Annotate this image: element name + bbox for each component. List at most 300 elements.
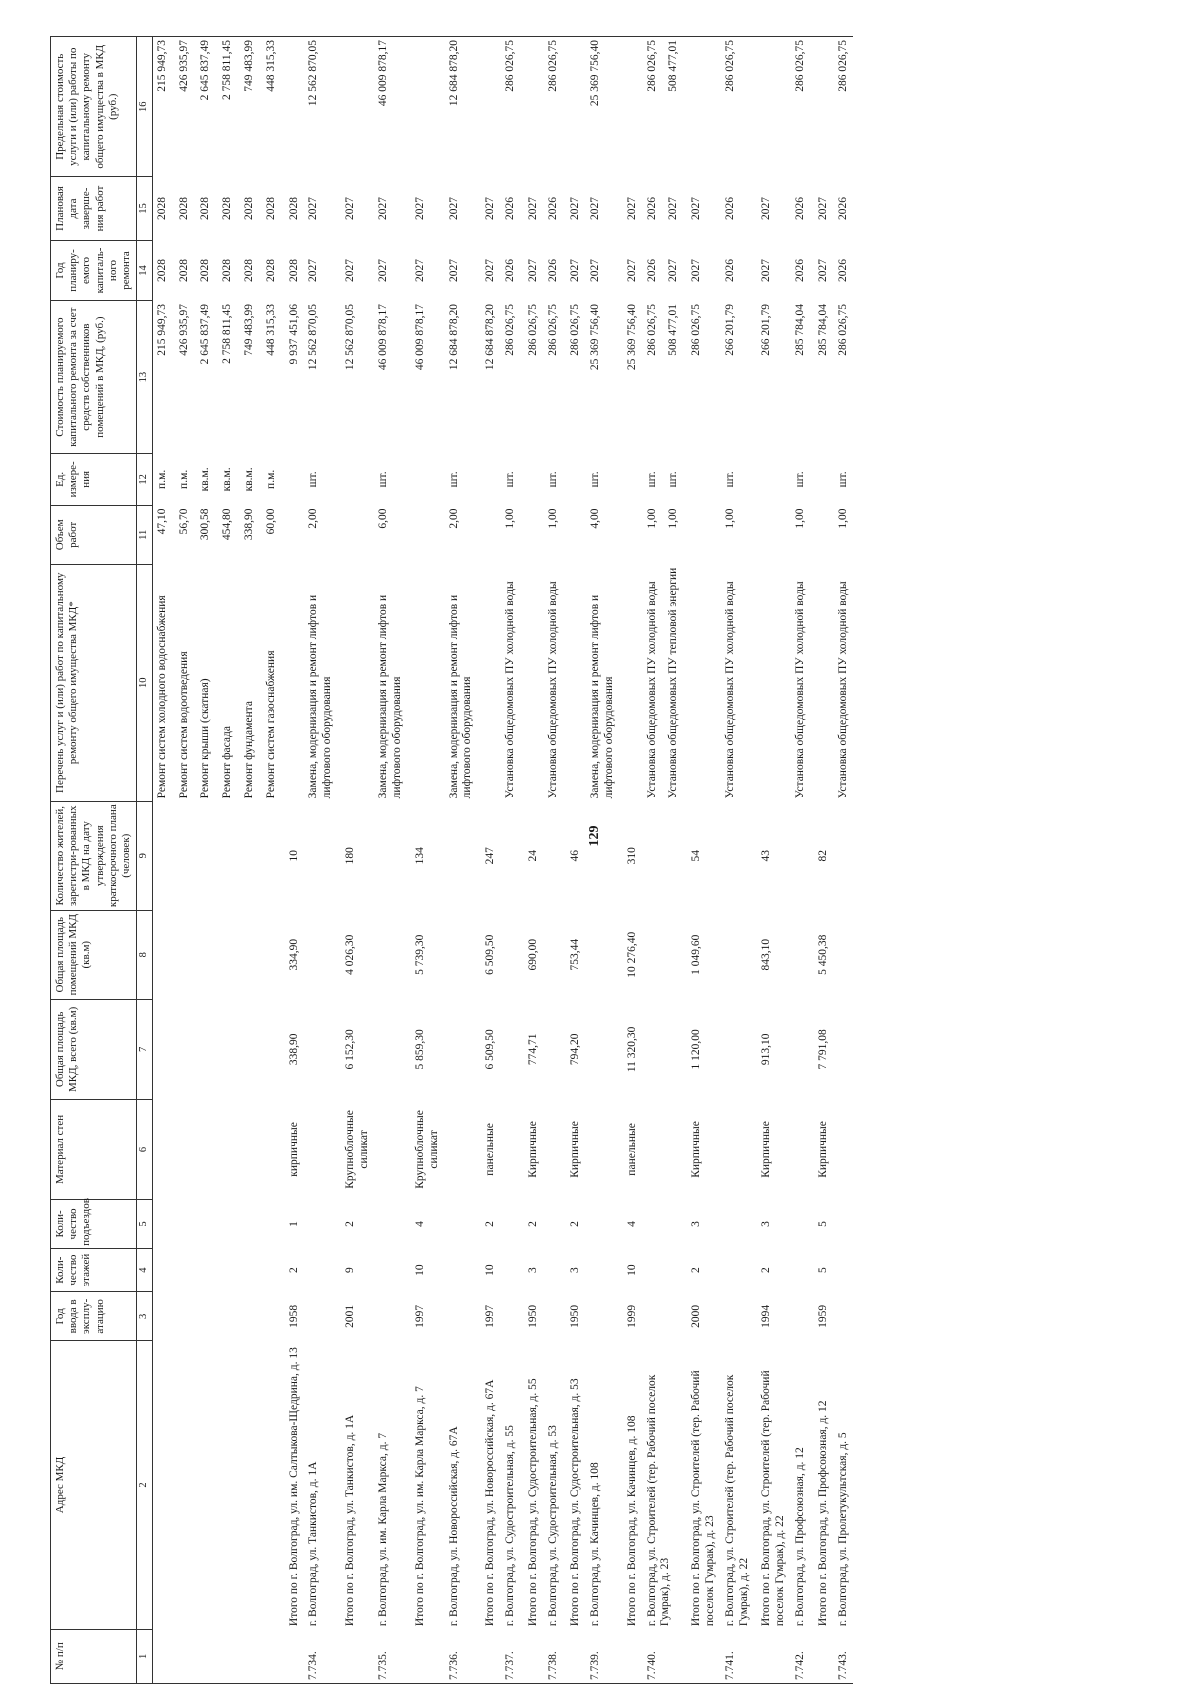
plan-year-cell: 2027 <box>484 259 497 282</box>
total-row <box>563 37 586 1684</box>
limit-value: 508 477,01 <box>667 40 680 92</box>
area-rooms-cell <box>586 910 620 999</box>
end-date-value: 2028 <box>221 197 234 220</box>
residents-cell <box>721 801 755 910</box>
entrances-cell: 2 <box>526 1221 539 1227</box>
address-cell: Итого по г. Волгоград, ул. Новороссийская, д. 67А <box>484 1379 497 1627</box>
unit-cell <box>684 453 721 505</box>
unit-cell <box>521 453 544 505</box>
volume-cell <box>563 505 586 564</box>
column-header: Объем работ <box>51 505 137 564</box>
floors-cell: 2 <box>760 1267 773 1274</box>
year-cell: 1997 <box>484 1304 497 1328</box>
plan-year-cell: 2027 <box>760 259 773 282</box>
address-cell: Итого по г. Волгоград, ул. Строителей (тер. Рабочий поселок Гумрак), д. 22 <box>760 1370 787 1627</box>
plan-year-cell: 2027 <box>625 259 638 282</box>
work-item: Замена, модернизация и ремонт лифтов и лифтового оборудования <box>589 594 616 799</box>
limit-value: 2 758 811,45 <box>221 40 234 100</box>
end-date-cell <box>544 177 564 240</box>
table-row <box>643 37 685 1684</box>
residents-cell <box>374 801 408 910</box>
plan-year-cell: 2027 <box>569 259 582 282</box>
floors-cell <box>721 1248 755 1292</box>
header-labels-row <box>51 37 137 1684</box>
limit-value: 448 315,33 <box>264 40 277 92</box>
entrances-cell <box>834 1199 854 1248</box>
limit-value: 286 026,75 <box>794 40 807 92</box>
entrances-cell: 3 <box>690 1221 703 1227</box>
end-date-cell <box>643 177 685 240</box>
table-header <box>51 37 153 1684</box>
unit-value: шт. <box>504 471 517 488</box>
address-cell <box>152 1341 281 1629</box>
unit-cell <box>445 453 479 505</box>
end-date-cell: 2027 <box>569 197 582 220</box>
volume-value: 47,10 <box>155 508 168 535</box>
year-cell <box>586 1292 620 1341</box>
work-list-cell <box>521 564 544 801</box>
cost-cell <box>586 301 620 453</box>
work-item: Ремонт фасада <box>221 726 234 799</box>
cost-cell <box>791 301 811 453</box>
end-date-value: 2026 <box>794 197 807 220</box>
plan-year-value: 2027 <box>589 259 602 282</box>
limit-value: 286 026,75 <box>836 40 849 92</box>
table-row <box>544 37 564 1684</box>
limit-cell <box>304 37 338 177</box>
column-header: Количество жителей, зарегистри-рованных в МКД на дату утверждения краткосрочного плана (человек) <box>51 801 137 910</box>
end-date-value: 2027 <box>667 197 680 220</box>
work-item: Установка общедомовых ПУ холодной воды <box>546 581 559 799</box>
wall-material-cell: Крупноблочные силикат <box>343 1110 370 1189</box>
area-total-cell <box>544 999 564 1099</box>
row-number <box>408 1629 445 1683</box>
table-row <box>152 37 281 1684</box>
floors-cell: 9 <box>343 1267 356 1274</box>
residents-cell: 247 <box>484 847 497 865</box>
address-cell: Итого по г. Волгоград, ул. им. Салтыкова-Щедрина, д. 13 <box>287 1347 300 1627</box>
limit-cell <box>374 37 408 177</box>
year-cell: 1997 <box>414 1304 427 1328</box>
table-row <box>445 37 479 1684</box>
unit-cell <box>408 453 445 505</box>
entrances-cell <box>374 1199 408 1248</box>
limit-value: 12 562 870,05 <box>307 40 320 107</box>
wall-material-cell: Кирпичные <box>816 1121 829 1178</box>
wall-material-cell: Крупноблочные силикат <box>414 1110 440 1189</box>
plan-year-value: 2026 <box>645 259 658 282</box>
column-header: Год планиру-емого капиталь-ного ремонта <box>51 240 137 301</box>
area-total-cell <box>586 999 620 1099</box>
plan-year-cell <box>445 240 479 301</box>
address-cell: г. Волгоград, ул. Профсоюзная, д. 12 <box>794 1447 807 1627</box>
year-cell: 2001 <box>343 1304 356 1328</box>
row-number <box>478 1629 501 1683</box>
volume-value: 56,70 <box>177 508 190 535</box>
row-number <box>563 1629 586 1683</box>
row-number: 7.734. <box>304 1629 338 1683</box>
column-number: 5 <box>137 1199 153 1248</box>
row-number <box>754 1629 791 1683</box>
unit-cell <box>478 453 501 505</box>
entrances-cell: 2 <box>343 1221 356 1227</box>
wall-material-cell: Кирпичные <box>569 1121 582 1178</box>
work-list-cell <box>586 564 620 801</box>
work-item: Замена, модернизация и ремонт лифтов и лифтового оборудования <box>377 594 404 799</box>
residents-cell: 310 <box>625 847 638 865</box>
residents-cell <box>791 801 811 910</box>
column-number: 15 <box>137 177 153 240</box>
volume-cell <box>721 505 755 564</box>
year-cell: 1994 <box>760 1304 773 1328</box>
table-row <box>304 37 338 1684</box>
unit-value: шт. <box>667 471 680 488</box>
limit-cell <box>791 37 811 177</box>
floors-cell <box>791 1248 811 1292</box>
column-header: Общая площадь МКД, всего (кв.м) <box>51 999 137 1099</box>
area-total-cell <box>445 999 479 1099</box>
unit-cell <box>338 453 375 505</box>
unit-value: шт. <box>377 471 390 488</box>
work-list-cell <box>304 564 338 801</box>
plan-year-value: 2026 <box>723 259 736 282</box>
end-date-cell <box>304 177 338 240</box>
residents-cell <box>501 801 521 910</box>
total-row <box>338 37 375 1684</box>
column-number: 3 <box>137 1292 153 1341</box>
year-cell: 1959 <box>816 1304 829 1328</box>
limit-cell <box>445 37 479 177</box>
year-cell <box>544 1292 564 1341</box>
column-number: 9 <box>137 801 153 910</box>
cost-value: 508 477,01 <box>667 303 680 356</box>
residents-cell: 82 <box>816 849 829 862</box>
floors-cell <box>152 1248 281 1292</box>
cost-value: 266 201,79 <box>723 303 736 356</box>
volume-value: 300,58 <box>199 508 212 541</box>
address-cell: г. Волгоград, ул. Танкистов, д. 1А <box>307 1461 320 1627</box>
area-total-cell <box>834 999 854 1099</box>
residents-cell: 24 <box>526 849 539 862</box>
address-cell: Итого по г. Волгоград, ул. Судостроительная, д. 55 <box>526 1378 539 1627</box>
volume-cell <box>684 505 721 564</box>
limit-cell <box>544 37 564 177</box>
row-number: 7.743. <box>834 1629 854 1683</box>
header-numbers-row <box>137 37 153 1684</box>
year-cell: 1950 <box>526 1304 539 1328</box>
floors-cell: 3 <box>569 1267 582 1274</box>
address-cell: Итого по г. Волгоград, ул. Качинцев, д. 108 <box>625 1415 638 1627</box>
residents-cell <box>586 801 620 910</box>
table-row <box>586 37 620 1684</box>
unit-cell <box>620 453 643 505</box>
limit-cell <box>643 37 685 177</box>
volume-cell <box>445 505 479 564</box>
column-number: 13 <box>137 301 153 453</box>
unit-cell <box>544 453 564 505</box>
cost-cell: 286 026,75 <box>690 303 703 356</box>
volume-value: 2,00 <box>307 508 320 529</box>
unit-value: шт. <box>836 471 849 488</box>
address-cell: г. Волгоград, ул. Новороссийская, д. 67А <box>447 1426 460 1627</box>
limit-value: 12 684 878,20 <box>447 40 460 107</box>
work-list-cell <box>721 564 755 801</box>
cost-cell: 9 937 451,06 <box>287 303 300 365</box>
area-rooms-cell: 1 049,60 <box>690 934 703 975</box>
plan-year-value: 2027 <box>667 259 680 282</box>
limit-value: 286 026,75 <box>645 40 658 92</box>
volume-value: 6,00 <box>377 508 390 529</box>
plan-year-cell: 2027 <box>690 259 703 282</box>
column-header: Год ввода в эксплу-атацию <box>51 1292 137 1341</box>
volume-cell <box>521 505 544 564</box>
entrances-cell <box>501 1199 521 1248</box>
wall-material-cell <box>544 1099 564 1199</box>
column-number: 7 <box>137 999 153 1099</box>
unit-value: шт. <box>645 471 658 488</box>
end-date-value: 2026 <box>723 197 736 220</box>
entrances-cell <box>152 1199 281 1248</box>
year-cell <box>374 1292 408 1341</box>
plan-year-value: 2026 <box>504 259 517 282</box>
row-number <box>811 1629 834 1683</box>
end-date-value: 2028 <box>264 197 277 220</box>
work-list-cell <box>152 564 281 801</box>
limit-value: 426 935,97 <box>177 40 190 92</box>
year-cell: 1999 <box>625 1304 638 1328</box>
page-number: 129 <box>587 825 602 847</box>
year-cell <box>445 1292 479 1341</box>
end-date-cell <box>834 177 854 240</box>
work-item: Замена, модернизация и ремонт лифтов и лифтового оборудования <box>307 594 334 799</box>
entrances-cell <box>544 1199 564 1248</box>
wall-material-cell <box>304 1099 338 1199</box>
area-total-cell <box>304 999 338 1099</box>
column-header: Перечень услуг и (или) работ по капитальному ремонту общего имущества МКД* <box>51 564 137 801</box>
unit-cell <box>791 453 811 505</box>
volume-value: 1,00 <box>836 508 849 529</box>
address-cell: г. Волгоград, ул. Строителей (тер. Рабочий поселок Гумрак), д. 23 <box>645 1374 672 1627</box>
unit-value: шт. <box>307 471 320 488</box>
work-list-cell <box>811 564 834 801</box>
area-total-cell: 6 152,30 <box>343 1029 356 1070</box>
area-rooms-cell: 4 026,30 <box>343 934 356 975</box>
end-date-value: 2027 <box>447 197 460 220</box>
end-date-cell <box>721 177 755 240</box>
cost-cell <box>544 301 564 453</box>
volume-cell <box>374 505 408 564</box>
limit-cell <box>811 37 834 177</box>
unit-cell <box>834 453 854 505</box>
unit-value: шт. <box>794 471 807 488</box>
total-row <box>282 37 305 1684</box>
area-total-cell: 913,10 <box>760 1033 773 1066</box>
unit-value: шт. <box>723 471 736 488</box>
area-total-cell <box>374 999 408 1099</box>
limit-value: 749 483,99 <box>242 40 255 92</box>
cost-value: 286 026,75 <box>645 303 658 356</box>
end-date-value: 2027 <box>307 197 320 220</box>
column-header: Коли-чество подъездов <box>51 1199 137 1248</box>
plan-year-cell: 2027 <box>526 259 539 282</box>
wall-material-cell <box>445 1099 479 1199</box>
residents-cell: 180 <box>343 847 356 865</box>
end-date-cell <box>152 177 281 240</box>
work-list-cell <box>282 564 305 801</box>
residents-cell <box>152 801 281 910</box>
address-cell: г. Волгоград, ул. Качинцев, д. 108 <box>589 1462 602 1627</box>
work-list-cell <box>501 564 521 801</box>
residents-cell <box>834 801 854 910</box>
plan-year-cell <box>834 240 854 301</box>
wall-material-cell: панельные <box>484 1123 497 1176</box>
address-cell: г. Волгоград, ул. Судостроительная, д. 53 <box>546 1425 559 1627</box>
row-number <box>620 1629 643 1683</box>
row-number: 7.736. <box>445 1629 479 1683</box>
area-rooms-cell: 5 739,30 <box>414 934 427 975</box>
cost-cell: 285 784,04 <box>816 303 829 356</box>
cost-cell <box>501 301 521 453</box>
unit-cell <box>152 453 281 505</box>
volume-value: 2,00 <box>447 508 460 529</box>
work-list-cell <box>338 564 375 801</box>
limit-cell <box>721 37 755 177</box>
floors-cell <box>445 1248 479 1292</box>
unit-cell <box>374 453 408 505</box>
cost-value: 12 562 870,05 <box>307 303 320 371</box>
floors-cell <box>304 1248 338 1292</box>
end-date-cell <box>445 177 479 240</box>
end-date-value: 2026 <box>645 197 658 220</box>
cost-cell: 266 201,79 <box>760 303 773 356</box>
address-cell: г. Волгоград, ул. им. Карла Маркса, д. 7 <box>377 1432 390 1627</box>
area-rooms-cell <box>791 910 811 999</box>
plan-year-cell: 2027 <box>816 259 829 282</box>
volume-value: 1,00 <box>546 508 559 529</box>
entrances-cell <box>791 1199 811 1248</box>
end-date-value: 2027 <box>377 197 390 220</box>
address-cell: г. Волгоград, ул. Пролетукультская, д. 5 <box>836 1432 849 1627</box>
column-header: Стоимость планируемого капитального ремонта за счет средств собственников помещений в МКД, (руб.) <box>51 301 137 453</box>
rotated-table-wrapper <box>50 36 1190 1684</box>
wall-material-cell <box>643 1099 685 1199</box>
wall-material-cell <box>834 1099 854 1199</box>
residents-cell <box>643 801 685 910</box>
floors-cell <box>643 1248 685 1292</box>
work-item: Установка общедомовых ПУ холодной воды <box>504 581 517 799</box>
work-item: Ремонт систем холодного водоснабжения <box>155 595 168 799</box>
residents-cell: 10 <box>287 849 300 862</box>
year-cell <box>721 1292 755 1341</box>
column-number: 1 <box>137 1629 153 1683</box>
limit-cell <box>282 37 305 177</box>
address-cell: Итого по г. Волгоград, ул. им. Карла Маркса, д. 7 <box>414 1386 427 1627</box>
total-row <box>811 37 834 1684</box>
year-cell: 1958 <box>287 1304 300 1328</box>
area-rooms-cell <box>152 910 281 999</box>
floors-cell <box>834 1248 854 1292</box>
address-cell: Итого по г. Волгоград, ул. Профсоюзная, д. 12 <box>816 1400 829 1627</box>
volume-cell <box>152 505 281 564</box>
cost-value: 2 758 811,45 <box>221 303 234 364</box>
address-cell: г. Волгоград, ул. Судостроительная, д. 55 <box>504 1425 517 1627</box>
end-date-value: 2027 <box>589 197 602 220</box>
plan-year-value: 2028 <box>177 259 190 282</box>
cost-value: 12 684 878,20 <box>447 303 460 371</box>
plan-year-value: 2027 <box>377 259 390 282</box>
plan-year-value: 2027 <box>307 259 320 282</box>
floors-cell: 3 <box>526 1267 539 1274</box>
cost-value: 46 009 878,17 <box>377 303 390 371</box>
table-row <box>791 37 811 1684</box>
end-date-value: 2026 <box>836 197 849 220</box>
cost-cell: 286 026,75 <box>569 303 582 356</box>
area-rooms-cell <box>643 910 685 999</box>
entrances-cell: 1 <box>287 1221 300 1227</box>
area-total-cell <box>643 999 685 1099</box>
wall-material-cell: панельные <box>625 1123 638 1176</box>
residents-cell <box>544 801 564 910</box>
limit-value: 286 026,75 <box>504 40 517 92</box>
cost-cell: 12 684 878,20 <box>484 303 497 371</box>
work-list-cell <box>643 564 685 801</box>
cost-value: 286 026,75 <box>546 303 559 356</box>
column-header: Ед. измере-ния <box>51 453 137 505</box>
work-item: Установка общедомовых ПУ холодной воды <box>794 581 807 799</box>
end-date-cell: 2027 <box>816 197 829 220</box>
plan-year-cell <box>304 240 338 301</box>
wall-material-cell <box>791 1099 811 1199</box>
year-cell <box>501 1292 521 1341</box>
column-number: 2 <box>137 1341 153 1629</box>
floors-cell <box>374 1248 408 1292</box>
area-total-cell <box>721 999 755 1099</box>
unit-cell <box>721 453 755 505</box>
area-total-cell: 5 859,30 <box>414 1029 427 1070</box>
row-number: 7.742. <box>791 1629 811 1683</box>
area-total-cell: 7 791,08 <box>816 1029 829 1070</box>
entrances-cell: 4 <box>625 1221 638 1227</box>
floors-cell <box>544 1248 564 1292</box>
area-total-cell <box>501 999 521 1099</box>
entrances-cell <box>721 1199 755 1248</box>
work-item: Ремонт систем газоснабжения <box>264 650 277 799</box>
unit-value: шт. <box>447 471 460 488</box>
table-row <box>374 37 408 1684</box>
residents-cell: 134 <box>414 847 427 865</box>
column-number: 14 <box>137 240 153 301</box>
wall-material-cell: Кирпичные <box>760 1121 773 1178</box>
volume-cell <box>304 505 338 564</box>
end-date-cell: 2027 <box>625 197 638 220</box>
plan-year-value: 2026 <box>836 259 849 282</box>
limit-cell <box>478 37 501 177</box>
row-number: 7.735. <box>374 1629 408 1683</box>
column-header: Адрес МКД <box>51 1341 137 1629</box>
end-date-cell: 2027 <box>760 197 773 220</box>
plan-year-cell: 2028 <box>287 259 300 282</box>
plan-year-value: 2027 <box>447 259 460 282</box>
capital-repair-table <box>50 36 853 1684</box>
table-row <box>721 37 755 1684</box>
end-date-value: 2028 <box>199 197 212 220</box>
limit-value: 286 026,75 <box>723 40 736 92</box>
work-item: Установка общедомовых ПУ холодной воды <box>645 581 658 799</box>
wall-material-cell <box>586 1099 620 1199</box>
work-list-cell <box>684 564 721 801</box>
wall-material-cell: кирпичные <box>287 1122 300 1177</box>
entrances-cell: 4 <box>414 1221 427 1227</box>
